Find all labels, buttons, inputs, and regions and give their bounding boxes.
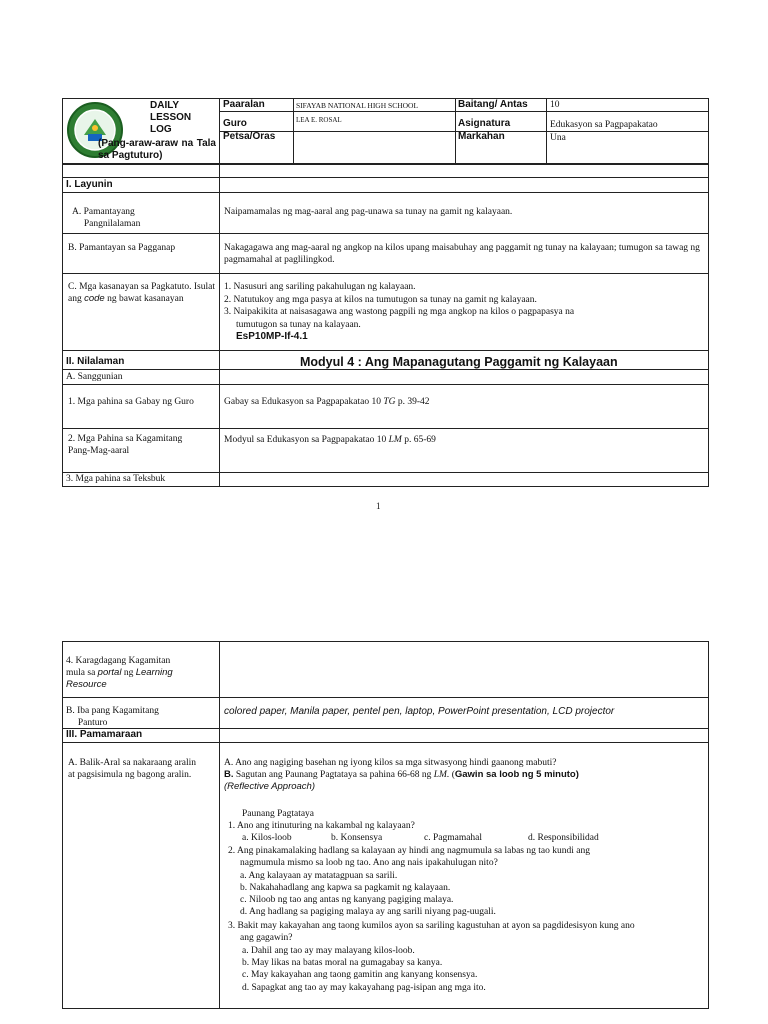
baitang-label: Baitang/ Antas <box>458 99 528 110</box>
q3-choice-c: c. May kakayahan ang taong gamitin ang kanyang konsensya. <box>242 970 478 980</box>
question-3-line2: ang gagawin? <box>240 933 293 943</box>
markahan-value: Una <box>550 133 566 143</box>
q2-choice-b: b. Nakahahadlang ang kapwa sa pagkamit ng kalayaan. <box>240 883 451 893</box>
kasanayan-item-2: 2. Natutukoy ang mga pasya at kilos na tumutugon sa tunay na gamit ng kalayaan. <box>224 295 537 305</box>
gabay-guro-label: 1. Mga pahina sa Gabay ng Guro <box>68 397 194 407</box>
q3-choice-d: d. Sapagkat ang tao ay may kakayahang pag-isipan ang mga ito. <box>242 983 486 993</box>
balik-aral-q2: B. Sagutan ang Paunang Pagtataya sa pahina 66-68 ng LM. (Gawin sa loob ng 5 minuto) <box>224 769 579 780</box>
markahan-label: Markahan <box>458 131 505 142</box>
balik-aral-label: A. Balik-Aral sa nakaraang aralin at pagsisimula ng bagong aralin. <box>68 758 196 780</box>
asignatura-value: Edukasyon sa Pagpapakatao <box>550 120 658 130</box>
gabay-guro-value: Gabay sa Edukasyon sa Pagpapakatao 10 TG p. 39-42 <box>224 397 430 407</box>
doc-title-line3: LOG <box>150 124 172 135</box>
sanggunian-label: A. Sanggunian <box>66 372 123 382</box>
paaralan-value: SIFAYAB NATIONAL HIGH SCHOOL <box>296 101 419 110</box>
teksbuk-label: 3. Mga pahina sa Teksbuk <box>66 474 166 484</box>
iba-pang-kagamitan-value: colored paper, Manila paper, pentel pen, laptop, PowerPoint presentation, LCD projector <box>224 706 615 717</box>
q3-choice-b: b. May likas na batas moral na gumagabay sa kanya. <box>242 958 443 968</box>
pamamaraan-heading: III. Pamamaraan <box>66 729 143 740</box>
kasanayan-item-3-cont: tumutugon sa tunay na kalayaan. <box>236 320 361 330</box>
doc-title-line1: DAILY <box>150 100 180 111</box>
question-2-line1: 2. Ang pinakamalaking hadlang sa kalayaan ay hindi ang nagmumula sa labas ng tao kundi ang <box>228 846 590 856</box>
asignatura-label: Asignatura <box>458 118 511 129</box>
q1-choice-b: b. Konsensya <box>331 833 383 843</box>
paaralan-label: Paaralan <box>223 99 265 110</box>
guro-label: Guro <box>223 118 247 129</box>
question-2-line2: nagmumula mismo sa loob ng tao. Ano ang nais ipakahulugan nito? <box>240 858 498 868</box>
kagamitang-mag-aaral-value: Modyul sa Edukasyon sa Pagpapakatao 10 LM p. 65-69 <box>224 435 436 445</box>
q2-choice-a: a. Ang kalayaan ay matatagpuan sa sarili. <box>240 871 398 881</box>
pamantayang-pangnilalaman-value: Naipamamalas ng mag-aaral ang pag-unawa sa tunay na gamit ng kalayaan. <box>224 207 513 217</box>
petsa-label: Petsa/Oras <box>223 131 276 142</box>
iba-pang-kagamitan-label: B. Iba pang Kagamitang Panturo <box>66 706 159 728</box>
kasanayan-label: C. Mga kasanayan sa Pagkatuto. Isulat ang code ng bawat kasanayan <box>68 282 215 304</box>
question-1: 1. Ano ang itinuturing na kakambal ng kalayaan? <box>228 821 415 831</box>
kagamitang-mag-aaral-label: 2. Mga Pahina sa Kagamitang Pang-Mag-aaral <box>68 434 183 456</box>
question-3-line1: 3. Bakit may kakayahan ang taong kumilos ayon sa sariling kagustuhan at ayon sa pagdidesisyon kung ano <box>228 921 635 931</box>
kasanayan-item-3: 3. Naipakikita at naisasagawa ang wastong pagpili ng mga angkop na kilos o pagpapasya na <box>224 307 575 317</box>
kasanayan-item-1: 1. Nasusuri ang sariling pakahulugan ng kalayaan. <box>224 282 416 292</box>
page-number: 1 <box>376 501 381 511</box>
baitang-value: 10 <box>550 100 560 110</box>
q3-choice-a: a. Dahil ang tao ay may malayang kilos-loob. <box>242 946 415 956</box>
nilalaman-value: Modyul 4 : Ang Mapanagutang Paggamit ng Kalayaan <box>300 355 618 369</box>
q1-choice-a: a. Kilos-loob <box>242 833 292 843</box>
q2-choice-c: c. Niloob ng tao ang antas ng kanyang pagiging malaya. <box>240 895 454 905</box>
balik-aral-q1: A. Ano ang nagiging basehan ng iyong kilos sa mga sitwasyong hindi gaanong mabuti? <box>224 758 557 768</box>
pamantayang-pangnilalaman-label: A. Pamantayang Pangnilalaman <box>72 207 141 229</box>
karagdagang-kagamitan-label-1: 4. Karagdagang Kagamitan <box>66 656 171 666</box>
doc-subtitle: (Pang-araw-araw na Tala sa Pagtuturo) <box>98 138 216 161</box>
kasanayan-code: EsP10MP-If-4.1 <box>236 331 308 342</box>
q1-choice-c: c. Pagmamahal <box>424 833 483 843</box>
guro-value: LEA E. ROSAL <box>296 116 342 124</box>
doc-title-line2: LESSON <box>150 112 192 123</box>
pamantayan-pagganap-label: B. Pamantayan sa Pagganap <box>68 243 176 253</box>
paunang-pagtataya-title: Paunang Pagtataya <box>242 809 315 819</box>
q2-choice-d: d. Ang hadlang sa pagiging malaya ay ang sarili niyang pag-uugali. <box>240 907 496 917</box>
q1-choice-d: d. Responsibilidad <box>528 833 599 843</box>
karagdagang-kagamitan-label-2: mula sa portal ng Learning <box>66 667 173 678</box>
nilalaman-heading: II. Nilalaman <box>66 356 125 367</box>
pamantayan-pagganap-value: Nakagagawa ang mag-aaral ng angkop na kilos upang maisabuhay ang paggamit ng tunay na kalayaan; tumugon sa tawag ng pagmamahal at paglilingkod. <box>224 243 700 265</box>
karagdagang-kagamitan-label-3: Resource <box>66 679 107 690</box>
reflective-approach: (Reflective Approach) <box>224 781 315 792</box>
layunin-heading: I. Layunin <box>66 179 113 190</box>
